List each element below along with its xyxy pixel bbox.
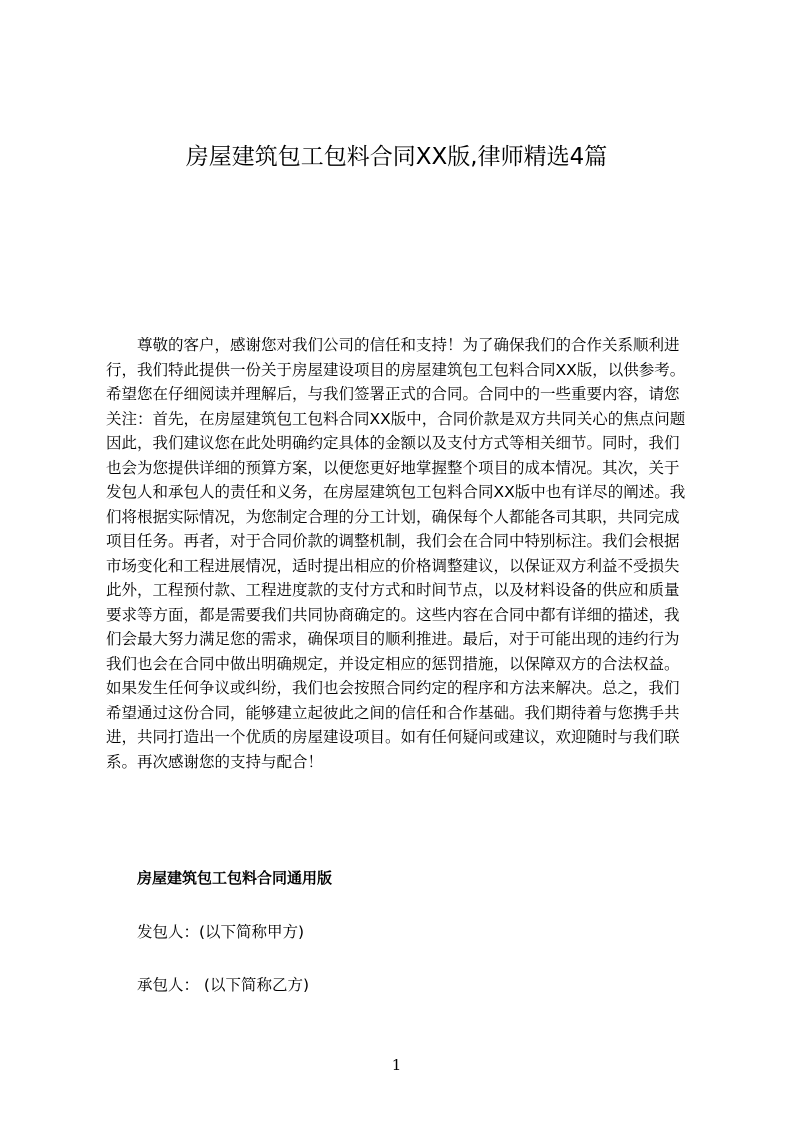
paragraph-line: 项目任务。再者，对于合同价款的调整机制，我们会在合同中特别标注。我们会根据: [106, 532, 680, 550]
paragraph-line: 发包人和承包人的责任和义务，在房屋建筑包工包料合同XX版中也有详尽的阐述。我: [106, 483, 686, 501]
paragraph-line: 希望通过这份合同，能够建立起彼此之间的信任和合作基础。我们期待着与您携手共: [106, 703, 680, 722]
paragraph-line: 们会最大努力满足您的需求，确保项目的顺利推进。最后，对于可能出现的违约行为: [106, 630, 680, 648]
paragraph-line: 进，共同打造出一个优质的房屋建设项目。如有任何疑问或建议，欢迎随时与我们联: [106, 728, 680, 746]
paragraph-line: 也会为您提供详细的预算方案，以便您更好地掌握整个项目的成本情况。其次，关于: [106, 458, 680, 477]
section-heading: 房屋建筑包工包料合同通用版: [137, 869, 333, 887]
paragraph-line: 希望您在仔细阅读并理解后，与我们签署正式的合同。合同中的一些重要内容，请您: [106, 385, 680, 403]
page-number: 1: [391, 1056, 402, 1074]
intro-paragraph: [106, 333, 698, 843]
contractor-field: 承包人： (以下简称乙方): [137, 976, 310, 994]
paragraph-line: 们将根据实际情况，为您制定合理的分工计划，确保每个人都能各司其职，共同完成: [106, 507, 680, 526]
paragraph-line: 因此，我们建议您在此处明确约定具体的金额以及支付方式等相关细节。同时，我们: [106, 434, 680, 452]
paragraph-line: 尊敬的客户，感谢您对我们公司的信任和支持！为了确保我们的合作关系顺利进: [137, 336, 680, 354]
paragraph-line: 此外，工程预付款、工程进度款的支付方式和时间节点，以及材料设备的供应和质量: [106, 581, 680, 599]
paragraph-line: 系。再次感谢您的支持与配合！: [106, 752, 324, 771]
employer-field: 发包人：(以下简称甲方): [137, 923, 305, 941]
document-title: 房屋建筑包工包料合同XX版,律师精选4篇: [185, 144, 608, 170]
paragraph-line: 我们也会在合同中做出明确规定，并设定相应的惩罚措施，以保障双方的合法权益。: [106, 654, 680, 673]
paragraph-line: 市场变化和工程进展情况，适时提出相应的价格调整建议，以保证双方利益不受损失: [106, 556, 680, 575]
paragraph-line: 行，我们特此提供一份关于房屋建设项目的房屋建筑包工包料合同XX版，以供参考。: [106, 360, 686, 379]
paragraph-line: 如果发生任何争议或纠纷，我们也会按照合同约定的程序和方法来解决。总之，我们: [106, 679, 680, 697]
paragraph-line: 要求等方面，都是需要我们共同协商确定的。这些内容在合同中都有详细的描述，我: [106, 605, 680, 624]
paragraph-line: 关注：首先，在房屋建筑包工包料合同XX版中，合同价款是双方共同关心的焦点问题: [106, 409, 686, 428]
